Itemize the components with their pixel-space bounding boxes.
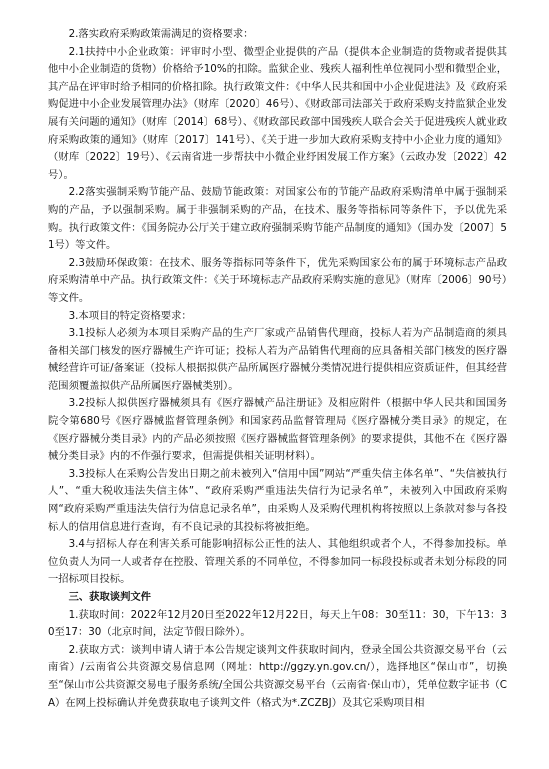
paragraph: 3.1投标人必须为本项目采购产品的生产厂家或产品销售代理商，投标人若为产品制造商的须具备相关部门核发的医疗器械生产许可证；投标人若为产品销售代理商的应具备相关部门核发的医疗器械经营许可证/备案证（投标人根据拟供产品所属医疗器械分类情况进行提供相应资质证件，但其经营范围须覆盖拟供产品所属医疗器械类别）。 [48,327,507,392]
paragraph: 3.2投标人拟供医疗器械须具有《医疗器械产品注册证》及相应附件（根据中华人民共和国国务院令第680号《医疗器械监督管理条例》和国家药品监督管理局《医疗器械分类目录》的规定，在《医疗器械分类目录》内的产品必须按照《医疗器械监督管理条例》的要求提供，其他不在《医疗器械分类目录》内的不作强行要求，但需提供相关证明材料）。 [48,397,507,463]
paragraph: 2.落实政府采购政策需满足的资格要求： [68,28,254,40]
paragraph: 3.3投标人在采购公告发出日期之前未被列入“信用中国”网站“严重失信主体名单”、“失信被执行人”、“重大税收违法失信主体”、“政府采购严重违法失信行为记录名单”，未被列入中国政府采购网“政府采购严重违法失信行为信息记录名单”，由采购人及采购代理机构将按照以上条款对参与各投标人的信用信息进行查询，有不良记录的其投标将被拒绝。 [48,467,507,533]
section-heading: 三、获取谈判文件 [68,591,151,603]
paragraph: 2.1扶持中小企业政策：评审时小型、微型企业提供的产品（提供本企业制造的货物或者提供其他中小企业制造的货物）价格给予10%的扣除。监狱企业、残疾人福利性单位视同小型和微型企业，其产品在评审时给予相同的价格扣除。执行政策文件：《中华人民共和国中小企业促进法》及《政府采购促进中小企业发展管理办法》（财库〔2020〕46号）、《财政部司法部关于政府采购支持监狱企业发展有关问题的通知》（财库〔2014〕68号）、《财政部民政部中国残疾人联合会关于促进残疾人就业政府采购政策的通知》（财库〔2017〕141号）、《关于进一步加大政府采购支持中小企业力度的通知》（财库〔2022〕19号）、《云南省进一步帮扶中小微企业纾困发展工作方案》（云政办发〔2022〕42号）。 [48,45,507,181]
paragraph: 2.3鼓励环保政策：在技术、服务等指标同等条件下，优先采购国家公布的属于环境标志产品政府采购清单中产品。执行政策文件：《关于环境标志产品政府采购实施的意见》（财库〔2006〕90号）等文件。 [48,256,507,304]
paragraph: 2.2落实强制采购节能产品、鼓励节能政策：对国家公布的节能产品政府采购清单中属于强制采购的产品，予以强制采购。属于非强制采购的产品，在技术、服务等指标同等条件下，予以优先采购。执行政策文件：《国务院办公厅关于建立政府强制采购节能产品制度的通知》（国办发〔2007〕51号）等文件。 [48,186,507,252]
paragraph: 2.获取方式：谈判申请人请于本公告规定谈判文件获取时间内，登录全国公共资源交易平台（云南省）/云南省公共资源交易信息网（网址：http://ggzy.yn.gov.cn/），选择地区“保山市”，切换至“保山市公共资源交易电子服务系统/全国公共资源交易平台（云南省·保山市），凭单位数字证书（CA）在网上投标确认并免费获取电子谈判文件（格式为*.ZCZBJ）及其它采购项目相 [48,643,507,709]
paragraph: 3.4与招标人存在利害关系可能影响招标公正性的法人、其他组织或者个人，不得参加投标。单位负责人为同一人或者存在控股、管理关系的不同单位，不得参加同一标段投标或者未划分标段的同一招标项目投标。 [48,538,507,586]
paragraph: 3.本项目的特定资格要求： [68,309,192,322]
paragraph: 1.获取时间：2022年12月20日至2022年12月22日，每天上午08：30至11：30，下午13：30至17：30（北京时间，法定节假日除外）。 [48,608,507,639]
